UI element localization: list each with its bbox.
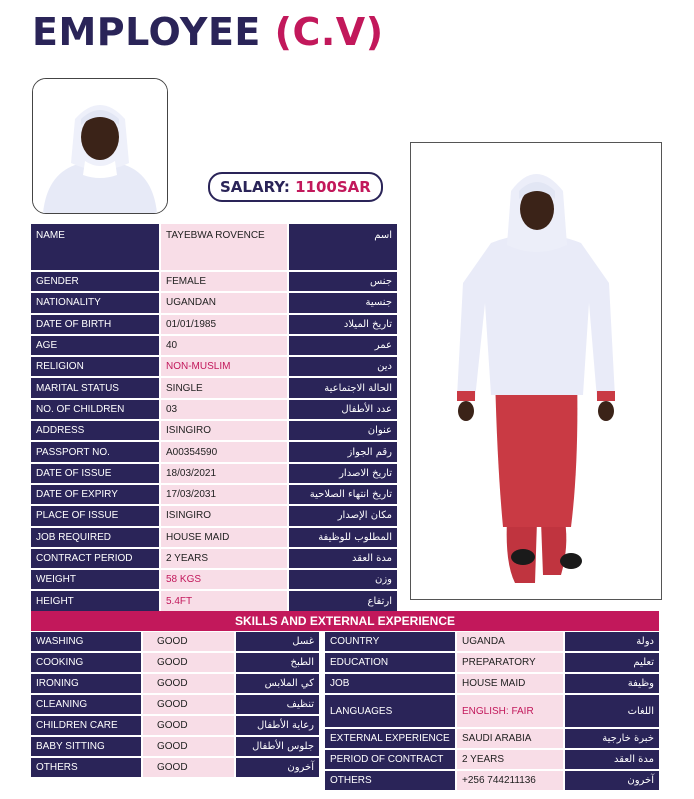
field-value: PREPARATORY	[456, 652, 564, 673]
field-value: 03	[160, 399, 288, 420]
field-value: GOOD	[142, 673, 235, 694]
field-value: +256 744211136	[456, 770, 564, 791]
label-en: WEIGHT	[31, 569, 160, 590]
table-row	[31, 484, 397, 505]
label-en: LANGUAGES	[325, 694, 456, 728]
table-row	[31, 673, 319, 694]
salary-label: SALARY:	[220, 178, 290, 196]
table-row	[31, 632, 319, 652]
label-ar: وزن	[288, 569, 397, 590]
field-value: FEMALE	[160, 271, 288, 292]
label-en: CLEANING	[31, 694, 142, 715]
field-value: GOOD	[142, 736, 235, 757]
label-en: DATE OF BIRTH	[31, 314, 160, 335]
label-ar: تاريخ الاصدار	[288, 463, 397, 484]
label-ar: مكان الإصدار	[288, 505, 397, 526]
external-experience-table	[325, 632, 659, 792]
label-ar: كي الملابس	[235, 673, 319, 694]
table-row	[31, 377, 397, 398]
label-ar: آخرون	[564, 770, 659, 791]
label-ar: الحالة الاجتماعية	[288, 377, 397, 398]
label-ar: عدد الأطفال	[288, 399, 397, 420]
field-value: HOUSE MAID	[160, 527, 288, 548]
table-row	[31, 441, 397, 462]
table-row	[31, 314, 397, 335]
label-en: ADDRESS	[31, 420, 160, 441]
table-row	[325, 632, 659, 652]
table-row	[325, 694, 659, 728]
table-row	[31, 590, 397, 611]
salary-badge	[208, 172, 383, 202]
field-value: TAYEBWA ROVENCE	[160, 224, 288, 271]
label-ar: عمر	[288, 335, 397, 356]
field-value: 2 YEARS	[456, 749, 564, 770]
field-value: ISINGIRO	[160, 505, 288, 526]
table-row	[31, 505, 397, 526]
field-value: GOOD	[142, 632, 235, 652]
label-en: DATE OF ISSUE	[31, 463, 160, 484]
table-row	[31, 292, 397, 313]
label-ar: وظيفة	[564, 673, 659, 694]
label-ar: خبرة خارجية	[564, 728, 659, 749]
label-en: JOB	[325, 673, 456, 694]
field-value: GOOD	[142, 757, 235, 778]
label-en: CONTRACT PERIOD	[31, 548, 160, 569]
table-row	[31, 224, 397, 271]
table-row	[325, 652, 659, 673]
label-en: NO. OF CHILDREN	[31, 399, 160, 420]
table-row	[31, 652, 319, 673]
label-ar: رقم الجواز	[288, 441, 397, 462]
table-row	[325, 770, 659, 791]
label-en: COOKING	[31, 652, 142, 673]
field-value: 5.4FT	[160, 590, 288, 611]
label-en: HEIGHT	[31, 590, 160, 611]
label-ar: تنظيف	[235, 694, 319, 715]
table-row	[31, 527, 397, 548]
label-en: EDUCATION	[325, 652, 456, 673]
field-value: A00354590	[160, 441, 288, 462]
field-value: 58 KGS	[160, 569, 288, 590]
table-row	[31, 356, 397, 377]
field-value: UGANDA	[456, 632, 564, 652]
label-en: OTHERS	[325, 770, 456, 791]
label-ar: آخرون	[235, 757, 319, 778]
label-en: AGE	[31, 335, 160, 356]
label-en: DATE OF EXPIRY	[31, 484, 160, 505]
field-value: HOUSE MAID	[456, 673, 564, 694]
label-en: COUNTRY	[325, 632, 456, 652]
field-value: GOOD	[142, 715, 235, 736]
field-value: 18/03/2021	[160, 463, 288, 484]
label-ar: تاريخ الميلاد	[288, 314, 397, 335]
field-value: SAUDI ARABIA	[456, 728, 564, 749]
table-row	[31, 715, 319, 736]
salary-value: 1100SAR	[295, 178, 371, 196]
table-row	[325, 673, 659, 694]
field-value: 01/01/1985	[160, 314, 288, 335]
skills-section-header: SKILLS AND EXTERNAL EXPERIENCE	[31, 611, 659, 631]
label-en: NATIONALITY	[31, 292, 160, 313]
table-row	[31, 463, 397, 484]
skills-table	[31, 632, 319, 779]
table-row	[31, 420, 397, 441]
label-ar: رعاية الأطفال	[235, 715, 319, 736]
field-value: 17/03/2031	[160, 484, 288, 505]
table-row	[31, 736, 319, 757]
table-row	[31, 271, 397, 292]
label-ar: مدة العقد	[288, 548, 397, 569]
field-value: ISINGIRO	[160, 420, 288, 441]
table-row	[31, 335, 397, 356]
label-ar: اللغات	[564, 694, 659, 728]
label-ar: ارتفاع	[288, 590, 397, 611]
label-en: OTHERS	[31, 757, 142, 778]
field-value: 2 YEARS	[160, 548, 288, 569]
label-en: WASHING	[31, 632, 142, 652]
field-value: NON-MUSLIM	[160, 356, 288, 377]
label-en: PLACE OF ISSUE	[31, 505, 160, 526]
label-ar: دولة	[564, 632, 659, 652]
label-en: GENDER	[31, 271, 160, 292]
label-ar: الطبخ	[235, 652, 319, 673]
label-en: IRONING	[31, 673, 142, 694]
field-value: 40	[160, 335, 288, 356]
label-ar: تاريخ انتهاء الصلاحية	[288, 484, 397, 505]
label-ar: عنوان	[288, 420, 397, 441]
label-en: PASSPORT NO.	[31, 441, 160, 462]
label-ar: جنس	[288, 271, 397, 292]
field-value: SINGLE	[160, 377, 288, 398]
label-en: NAME	[31, 224, 160, 271]
label-en: CHILDREN CARE	[31, 715, 142, 736]
personal-info-table	[31, 224, 397, 613]
field-value: GOOD	[142, 694, 235, 715]
page-title	[32, 10, 384, 54]
label-ar: جلوس الأطفال	[235, 736, 319, 757]
label-ar: غسل	[235, 632, 319, 652]
field-value: UGANDAN	[160, 292, 288, 313]
label-ar: اسم	[288, 224, 397, 271]
field-value: GOOD	[142, 652, 235, 673]
table-row	[31, 399, 397, 420]
table-row	[325, 749, 659, 770]
label-ar: المطلوب للوظيفة	[288, 527, 397, 548]
label-en: EXTERNAL EXPERIENCE	[325, 728, 456, 749]
table-row	[31, 757, 319, 778]
table-row	[325, 728, 659, 749]
table-row	[31, 694, 319, 715]
label-ar: دين	[288, 356, 397, 377]
field-value: ENGLISH: FAIR	[456, 694, 564, 728]
title-accent: (C.V)	[274, 10, 384, 54]
table-row	[31, 548, 397, 569]
title-main: EMPLOYEE	[32, 10, 261, 54]
portrait-photo	[32, 78, 168, 214]
label-en: BABY SITTING	[31, 736, 142, 757]
label-en: PERIOD OF CONTRACT	[325, 749, 456, 770]
label-ar: تعليم	[564, 652, 659, 673]
label-ar: جنسية	[288, 292, 397, 313]
label-ar: مدة العقد	[564, 749, 659, 770]
label-en: JOB REQUIRED	[31, 527, 160, 548]
label-en: RELIGION	[31, 356, 160, 377]
table-row	[31, 569, 397, 590]
full-body-photo	[410, 142, 662, 600]
label-en: MARITAL STATUS	[31, 377, 160, 398]
